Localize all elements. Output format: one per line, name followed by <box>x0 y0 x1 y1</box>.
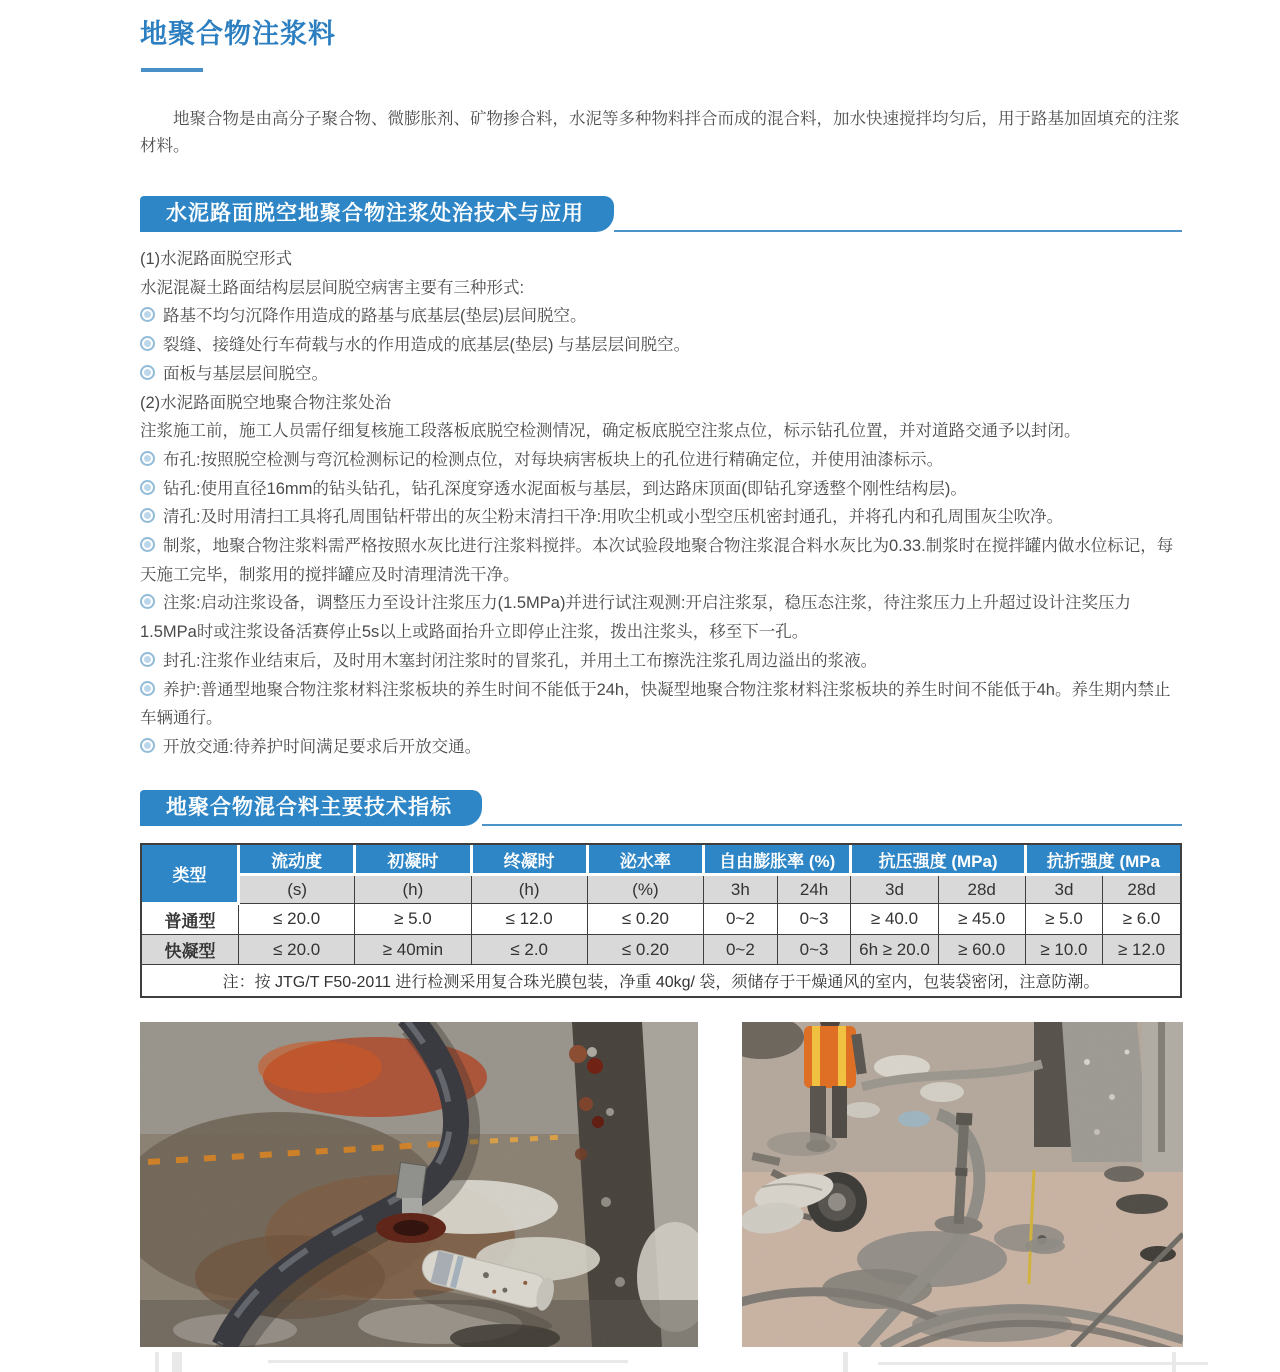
page-bottom-artifact <box>172 1352 182 1372</box>
col-header-type: 类型 <box>142 845 239 904</box>
value-cell: ≥ 60.0 <box>938 935 1025 965</box>
unit-cell: (h) <box>355 875 471 904</box>
banner-rule-line <box>614 230 1182 232</box>
photo-row <box>140 1022 1183 1347</box>
value-cell: 6h ≥ 20.0 <box>851 935 938 965</box>
unit-cell: 28d <box>1103 875 1180 904</box>
table-note: 注：按 JTG/T F50-2011 进行检测采用复合珠光膜包装，净重 40kg/ 袋，须储存于干燥通风的室内，包装袋密闭，注意防潮。 <box>142 965 1180 997</box>
col-group-header: 自由膨胀率 (%) <box>704 845 851 875</box>
bullet-line: 裂缝、接缝处行车荷载与水的作用造成的底基层(垫层) 与基层层间脱空。 <box>140 331 1182 360</box>
header-row-1 <box>142 845 1180 875</box>
ring-bullet-icon <box>140 336 155 351</box>
page-bottom-artifact <box>155 1352 159 1372</box>
bullet-line: 清孔:及时用清扫工具将孔周围钻杆带出的灰尘粉末清扫干净:用吹尘机或小型空压机密封通孔，并将孔内和孔周围灰尘吹净。 <box>140 503 1182 532</box>
col-group-header: 抗折强度 (MPa <box>1025 845 1180 875</box>
value-cell: ≤ 20.0 <box>239 935 355 965</box>
bullet-line: 制浆，地聚合物注浆料需严格按照水灰比进行注浆料搅拌。本次试验段地聚合物注浆混合料水灰比为0.33.制浆时在搅拌罐内做水位标记，每天施工完毕，制浆用的搅拌罐应及时清理清洗干净。 <box>140 537 1174 584</box>
section-technique <box>140 196 1182 762</box>
photo-grouting-hole <box>140 1022 698 1347</box>
spec-table <box>142 845 1180 996</box>
text-line: 水泥混凝土路面结构层层间脱空病害主要有三种形式: <box>140 278 525 297</box>
text-line: (2)水泥路面脱空地聚合物注浆处治 <box>140 393 392 412</box>
value-cell: ≥ 40.0 <box>851 904 938 935</box>
spec-table-wrapper <box>140 843 1182 998</box>
value-cell: ≥ 12.0 <box>1103 935 1180 965</box>
page-bottom-artifact <box>843 1352 848 1372</box>
value-cell: ≥ 6.0 <box>1103 904 1180 935</box>
header-row-2 <box>142 875 1180 904</box>
ring-bullet-icon <box>140 537 155 552</box>
ring-bullet-icon <box>140 508 155 523</box>
intro-paragraph: 地聚合物是由高分子聚合物、微膨胀剂、矿物掺合料，水泥等多种物料拌合而成的混合料，加水快速搅拌均匀后，用于路基加固填充的注浆材料。 <box>140 110 1180 155</box>
text-line: (1)水泥路面脱空形式 <box>140 250 293 268</box>
page-bottom-artifact <box>1172 1352 1176 1372</box>
section-header <box>140 196 1182 232</box>
value-cell: ≤ 2.0 <box>471 935 587 965</box>
page-title: 地聚合物注浆料 <box>140 19 336 49</box>
ring-bullet-icon <box>140 738 155 753</box>
col-header: 终凝时 <box>471 845 587 875</box>
bullet-line: 路基不均匀沉降作用造成的路基与底基层(垫层)层间脱空。 <box>140 302 1182 331</box>
col-header: 泌水率 <box>587 845 703 875</box>
value-cell: 0~3 <box>777 935 851 965</box>
col-group-header: 抗压强度 (MPa) <box>851 845 1025 875</box>
photo-left-illustration <box>140 1022 698 1347</box>
value-cell: ≤ 0.20 <box>587 904 703 935</box>
ring-bullet-icon <box>140 451 155 466</box>
photo-grouting-worksite <box>742 1022 1183 1347</box>
table-row <box>142 935 1180 965</box>
bullet-line: 布孔:按照脱空检测与弯沉检测标记的检测点位，对每块病害板块上的孔位进行精确定位，并使用油漆标示。 <box>140 446 1182 475</box>
ring-bullet-icon <box>140 365 155 380</box>
value-cell: ≥ 5.0 <box>355 904 471 935</box>
banner-rule-line <box>482 824 1182 826</box>
unit-cell: 28d <box>938 875 1025 904</box>
value-cell: 0~2 <box>704 935 778 965</box>
value-cell: ≤ 0.20 <box>587 935 703 965</box>
table-row <box>142 904 1180 935</box>
unit-cell: 3d <box>851 875 938 904</box>
unit-cell: 3d <box>1025 875 1102 904</box>
table-note-row <box>142 965 1180 997</box>
col-header: 初凝时 <box>355 845 471 875</box>
bullet-line: 面板与基层层间脱空。 <box>140 360 1182 389</box>
unit-cell: 24h <box>777 875 851 904</box>
value-cell: ≥ 5.0 <box>1025 904 1102 935</box>
ring-bullet-icon <box>140 652 155 667</box>
unit-cell: (%) <box>587 875 703 904</box>
page-bottom-artifact <box>268 1360 628 1363</box>
row-header: 快凝型 <box>142 935 239 965</box>
page-bottom-artifact <box>878 1362 1208 1365</box>
section-body <box>140 245 1182 762</box>
col-header: 流动度 <box>239 845 355 875</box>
title-underline <box>141 68 203 72</box>
row-header: 普通型 <box>142 904 239 935</box>
bullet-line: 注浆:启动注浆设备，调整压力至设计注浆压力(1.5MPa)并进行试注观测:开启注浆泵，稳压态注浆，待注浆压力上升超过设计注奖压力1.5MPa时或注浆设备活赛停止5s以上或路面抬升立即停止注浆，拨出注浆头，移至下一孔。 <box>140 594 1132 642</box>
bullet-line: 养护:普通型地聚合物注浆材料注浆板块的养生时间不能低于24h，快凝型地聚合物注浆材料注浆板块的养生时间不能低于4h。养生期内禁止车辆通行。 <box>140 680 1171 728</box>
ring-bullet-icon <box>140 307 155 322</box>
value-cell: ≥ 40min <box>355 935 471 965</box>
value-cell: ≥ 10.0 <box>1025 935 1102 965</box>
value-cell: ≥ 45.0 <box>938 904 1025 935</box>
ring-bullet-icon <box>140 480 155 495</box>
section-specs <box>140 790 1182 998</box>
ring-bullet-icon <box>140 681 155 696</box>
value-cell: 0~2 <box>704 904 778 935</box>
section-banner: 地聚合物混合料主要技术指标 <box>140 790 482 826</box>
value-cell: ≤ 12.0 <box>471 904 587 935</box>
section-header <box>140 790 1182 826</box>
value-cell: ≤ 20.0 <box>239 904 355 935</box>
text-line: 注浆施工前，施工人员需仔细复核施工段落板底脱空检测情况，确定板底脱空注浆点位，标示钻孔位置，并对道路交通予以封闭。 <box>140 422 1081 441</box>
unit-cell: (h) <box>471 875 587 904</box>
ring-bullet-icon <box>140 594 155 609</box>
bullet-line: 钻孔:使用直径16mm的钻头钻孔，钻孔深度穿透水泥面板与基层，到达路床顶面(即钻孔穿透整个刚性结构层)。 <box>140 475 1182 504</box>
section-banner: 水泥路面脱空地聚合物注浆处治技术与应用 <box>140 196 614 232</box>
unit-cell: (s) <box>239 875 355 904</box>
value-cell: 0~3 <box>777 904 851 935</box>
bullet-line: 封孔:注浆作业结束后，及时用木塞封闭注浆时的冒浆孔，并用土工布擦洗注浆孔周边溢出的浆液。 <box>140 647 1182 676</box>
photo-right-illustration <box>742 1022 1183 1347</box>
bullet-line: 开放交通:待养护时间满足要求后开放交通。 <box>140 733 1182 762</box>
unit-cell: 3h <box>704 875 778 904</box>
